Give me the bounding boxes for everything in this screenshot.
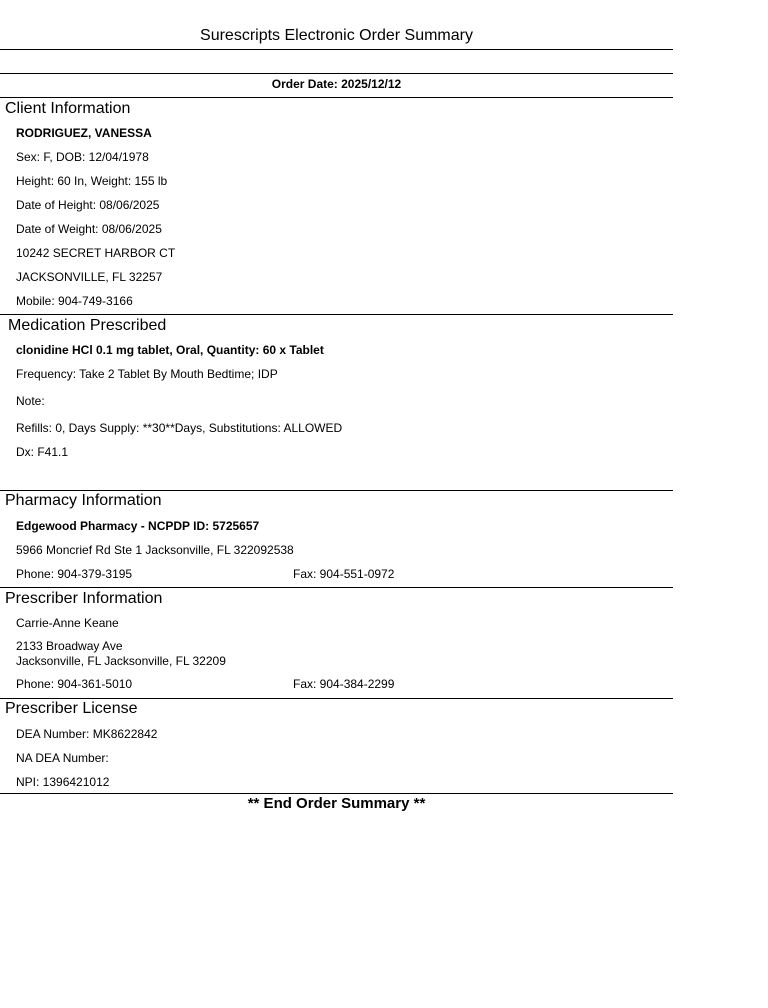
prescriber-fax: Fax: 904-384-2299 <box>293 677 395 691</box>
license-heading: Prescriber License <box>5 700 138 717</box>
license-dea-number: DEA Number: MK8622842 <box>16 727 158 741</box>
end-order-summary: ** End Order Summary ** <box>247 795 426 812</box>
divider <box>0 490 673 491</box>
client-date-of-height: Date of Height: 08/06/2025 <box>16 198 160 212</box>
divider <box>0 587 673 588</box>
medication-frequency: Frequency: Take 2 Tablet By Mouth Bedtime; IDP <box>16 367 278 381</box>
pharmacy-phone: Phone: 904-379-3195 <box>16 567 133 581</box>
license-na-dea-number: NA DEA Number: <box>16 751 109 765</box>
medication-dx: Dx: F41.1 <box>16 445 69 459</box>
divider <box>0 698 673 699</box>
client-mobile: Mobile: 904-749-3166 <box>16 294 133 308</box>
pharmacy-address: 5966 Moncrief Rd Ste 1 Jacksonville, FL 322092538 <box>16 543 294 557</box>
client-sex-dob: Sex: F, DOB: 12/04/1978 <box>16 150 149 164</box>
license-npi: NPI: 1396421012 <box>16 775 110 789</box>
medication-heading: Medication Prescribed <box>8 317 167 334</box>
order-date: Order Date: 2025/12/12 <box>271 77 402 91</box>
client-name: RODRIGUEZ, VANESSA <box>16 126 152 140</box>
client-date-of-weight: Date of Weight: 08/06/2025 <box>16 222 162 236</box>
pharmacy-heading: Pharmacy Information <box>5 492 162 509</box>
client-information-heading: Client Information <box>5 100 131 117</box>
medication-note: Note: <box>16 394 45 408</box>
divider <box>0 49 673 50</box>
medication-refills: Refills: 0, Days Supply: **30**Days, Substitutions: ALLOWED <box>16 421 343 435</box>
divider <box>0 314 673 315</box>
divider <box>0 97 673 98</box>
pharmacy-name: Edgewood Pharmacy - NCPDP ID: 5725657 <box>16 519 260 533</box>
medication-drug: clonidine HCl 0.1 mg tablet, Oral, Quantity: 60 x Tablet <box>16 343 324 357</box>
client-address-line-2: JACKSONVILLE, FL 32257 <box>16 270 163 284</box>
document-title: Surescripts Electronic Order Summary <box>200 27 473 44</box>
divider <box>0 73 673 74</box>
prescriber-name: Carrie-Anne Keane <box>16 616 119 630</box>
divider <box>0 793 673 794</box>
prescriber-address-line-1: 2133 Broadway Ave <box>16 639 123 653</box>
pharmacy-fax: Fax: 904-551-0972 <box>293 567 395 581</box>
prescriber-address-line-2: Jacksonville, FL Jacksonville, FL 32209 <box>16 654 226 668</box>
prescriber-heading: Prescriber Information <box>5 590 163 607</box>
client-address-line-1: 10242 SECRET HARBOR CT <box>16 246 176 260</box>
prescriber-phone: Phone: 904-361-5010 <box>16 677 133 691</box>
client-height-weight: Height: 60 In, Weight: 155 lb <box>16 174 168 188</box>
